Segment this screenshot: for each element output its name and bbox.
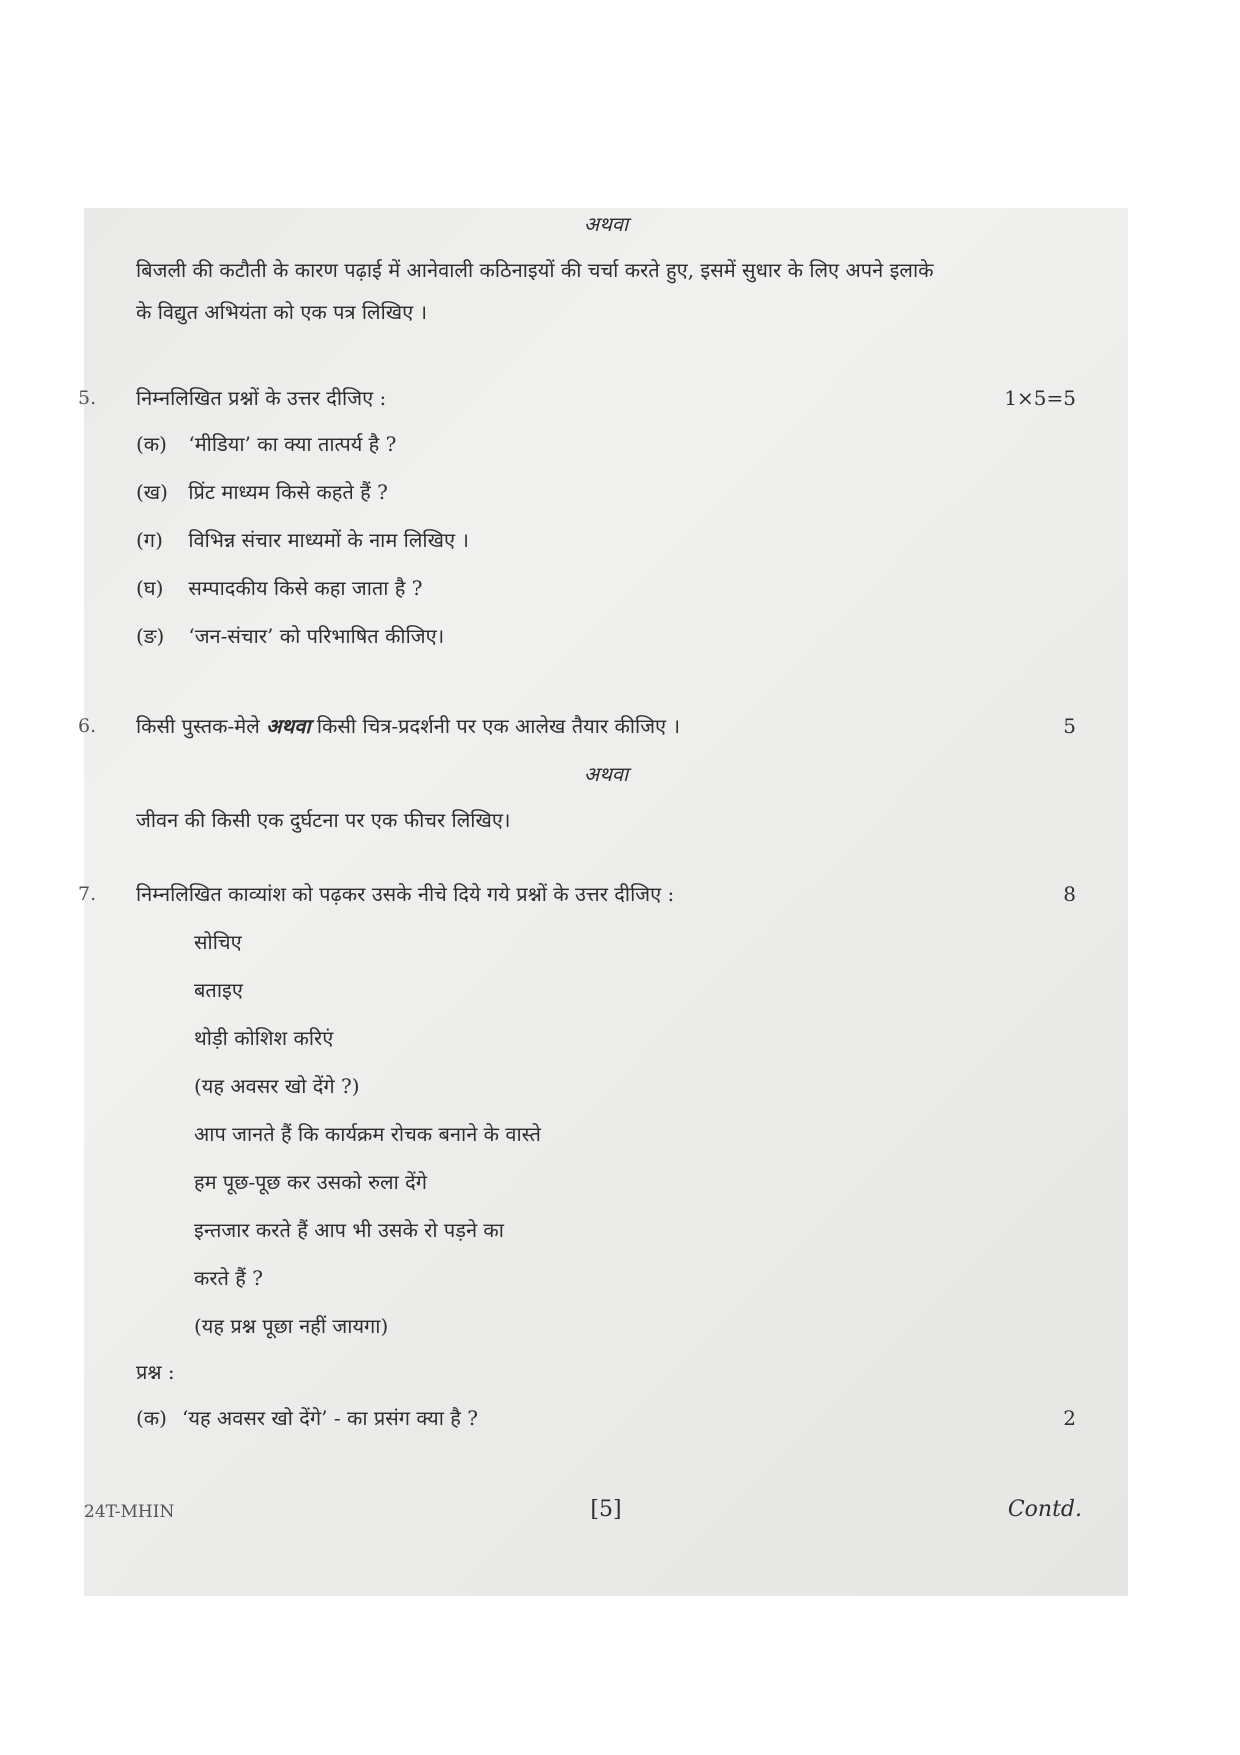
poem-line: (यह अवसर खो देंगे ?): [194, 1074, 360, 1098]
question-marks: 5: [1063, 714, 1076, 738]
sub-question: [136, 574, 423, 602]
paper-code: 24T-MHIN: [84, 1502, 175, 1522]
question-text: निम्नलिखित प्रश्नों के उत्तर दीजिए :: [136, 386, 387, 410]
q4-alternative-line-1: बिजली की कटौती के कारण पढ़ाई में आनेवाली कठिनाइयों की चर्चा करते हुए, इसमें सुधार के लिए अपने इलाके: [136, 258, 934, 282]
poem-line: बताइए: [194, 978, 243, 1002]
sub-question-text: ‘जन-संचार’ को परिभाषित कीजिए।: [188, 624, 445, 648]
question-number: 6.: [78, 715, 97, 737]
question-text: [136, 712, 680, 740]
sub-question-label: (ग): [136, 528, 163, 552]
sub-question-text: ‘यह अवसर खो देंगे’ - का प्रसंग क्या है ?: [182, 1406, 478, 1430]
sub-question-label: (घ): [136, 576, 164, 600]
sub-question: [136, 526, 469, 554]
questions-heading: प्रश्न :: [136, 1360, 175, 1384]
question-number: 5.: [78, 387, 97, 409]
sub-question-label: (क): [136, 1406, 167, 1430]
poem-line: करते हैं ?: [194, 1266, 263, 1290]
contd-label: Contd.: [1007, 1497, 1082, 1522]
or-heading: अथवा: [583, 762, 629, 786]
sub-question-text: ‘मीडिया’ का क्या तात्पर्य है ?: [188, 432, 397, 456]
poem-line: इन्तजार करते हैं आप भी उसके रो पड़ने का: [194, 1218, 504, 1242]
sub-question-text: प्रिंट माध्यम किसे कहते हैं ?: [188, 480, 388, 504]
sub-question-label: (क): [136, 432, 167, 456]
q6-alternative: जीवन की किसी एक दुर्घटना पर एक फीचर लिखिए।: [136, 808, 511, 832]
question-marks: 2: [1063, 1406, 1076, 1430]
sub-question-label: (ङ): [136, 624, 165, 648]
question-text: निम्नलिखित काव्यांश को पढ़कर उसके नीचे दिये गये प्रश्नों के उत्तर दीजिए :: [136, 882, 675, 906]
or-heading: अथवा: [583, 212, 629, 236]
sub-question: [136, 430, 396, 458]
question-marks: 1×5=5: [1004, 386, 1076, 410]
sub-question: [136, 478, 388, 506]
sub-question-text: सम्पादकीय किसे कहा जाता है ?: [188, 576, 423, 600]
question-text-part: किसी चित्र-प्रदर्शनी पर एक आलेख तैयार कीजिए ।: [310, 714, 681, 738]
question-text-part: किसी पुस्तक-मेले: [136, 714, 267, 738]
poem-line: सोचिए: [194, 930, 242, 954]
poem-line: (यह प्रश्न पूछा नहीं जायगा): [194, 1314, 389, 1338]
sub-question-text: विभिन्न संचार माध्यमों के नाम लिखिए ।: [188, 528, 469, 552]
question-text-emphasis: अथवा: [266, 714, 311, 738]
poem-line: हम पूछ-पूछ कर उसको रुला देंगे: [194, 1170, 428, 1194]
sub-question: [136, 622, 444, 650]
exam-page: [78, 208, 1128, 1596]
poem-line: थोड़ी कोशिश करिएं: [194, 1026, 334, 1050]
question-number: 7.: [78, 883, 97, 905]
q4-alternative-line-2: के विद्युत अभियंता को एक पत्र लिखिए ।: [136, 300, 428, 324]
question-marks: 8: [1063, 882, 1076, 906]
sub-question-label: (ख): [136, 480, 168, 504]
page-number: [5]: [590, 1497, 622, 1522]
poem-line: आप जानते हैं कि कार्यक्रम रोचक बनाने के वास्ते: [194, 1122, 541, 1146]
